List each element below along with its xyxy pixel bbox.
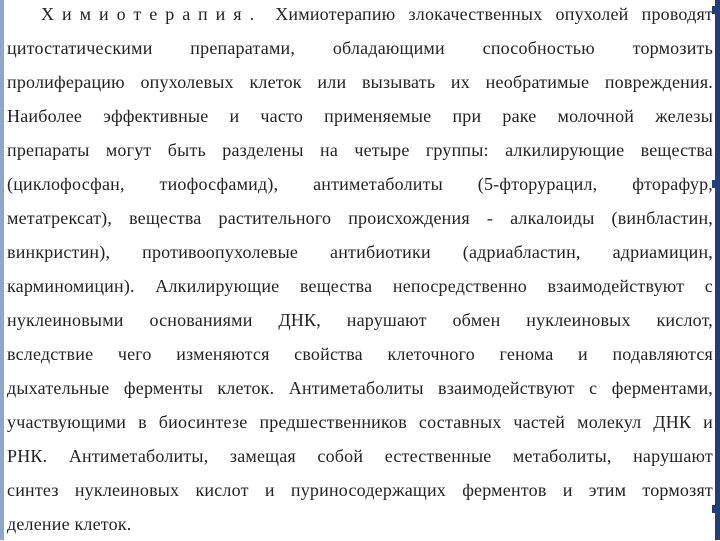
- text-line-12: дыхательные ферменты клеток. Антиметаболиты взаимодействуют с ферментами,: [7, 378, 713, 398]
- scroll-marker: [712, 505, 720, 513]
- text-line-9: карминомицин). Алкилирующие вещества непосредственно взаимодействуют с: [7, 276, 713, 296]
- text-line-11: вследствие чего изменяются свойства клеточного генома и подавляются: [7, 344, 713, 364]
- scroll-marker: [712, 180, 720, 188]
- text-line-13: участвующими в биосинтезе предшественников составных частей молекул ДНК и: [7, 412, 713, 432]
- text-line-16: деление клеток.: [7, 514, 132, 534]
- text-line-5: препараты могут быть разделены на четыре группы: алкилирующие вещества: [7, 140, 713, 160]
- text-line-6: (циклофосфан, тиофосфамид), антиметаболиты (5-фторурацил, фторафур,: [7, 174, 713, 194]
- text-line-7: метатрексат), вещества растительного происхождения - алкалоиды (винбластин,: [7, 208, 713, 228]
- text-line-4: Наиболее эффективные и часто применяемые при раке молочной железы: [7, 106, 713, 126]
- scroll-marker: [712, 6, 720, 14]
- heading-word: Химиотерапия.: [41, 4, 263, 24]
- text-line-8: винкристин), противоопухолевые антибиотики (адриабластин, адриамицин,: [7, 242, 713, 262]
- text-line-3: пролиферацию опухолевых клеток или вызывать их необратимые повреждения.: [7, 72, 713, 92]
- text-line-15: синтез нуклеиновых кислот и пуриносодержащих ферментов и этим тормозят: [7, 480, 713, 500]
- left-edge-bar: [0, 0, 4, 540]
- text-line-10: нуклеиновыми основаниями ДНК, нарушают обмен нуклеиновых кислот,: [7, 310, 713, 330]
- right-edge-bar: [715, 0, 720, 540]
- text-line-2: цитостатическими препаратами, обладающими способностью тормозить: [7, 38, 713, 58]
- text-line-14: РНК. Антиметаболиты, замещая собой естественные метаболиты, нарушают: [7, 446, 713, 466]
- document-body: [7, 0, 713, 540]
- text-line-1: [41, 0, 713, 31]
- text-line-1-rest: Химиотерапию злокачественных опухолей проводят: [275, 4, 713, 24]
